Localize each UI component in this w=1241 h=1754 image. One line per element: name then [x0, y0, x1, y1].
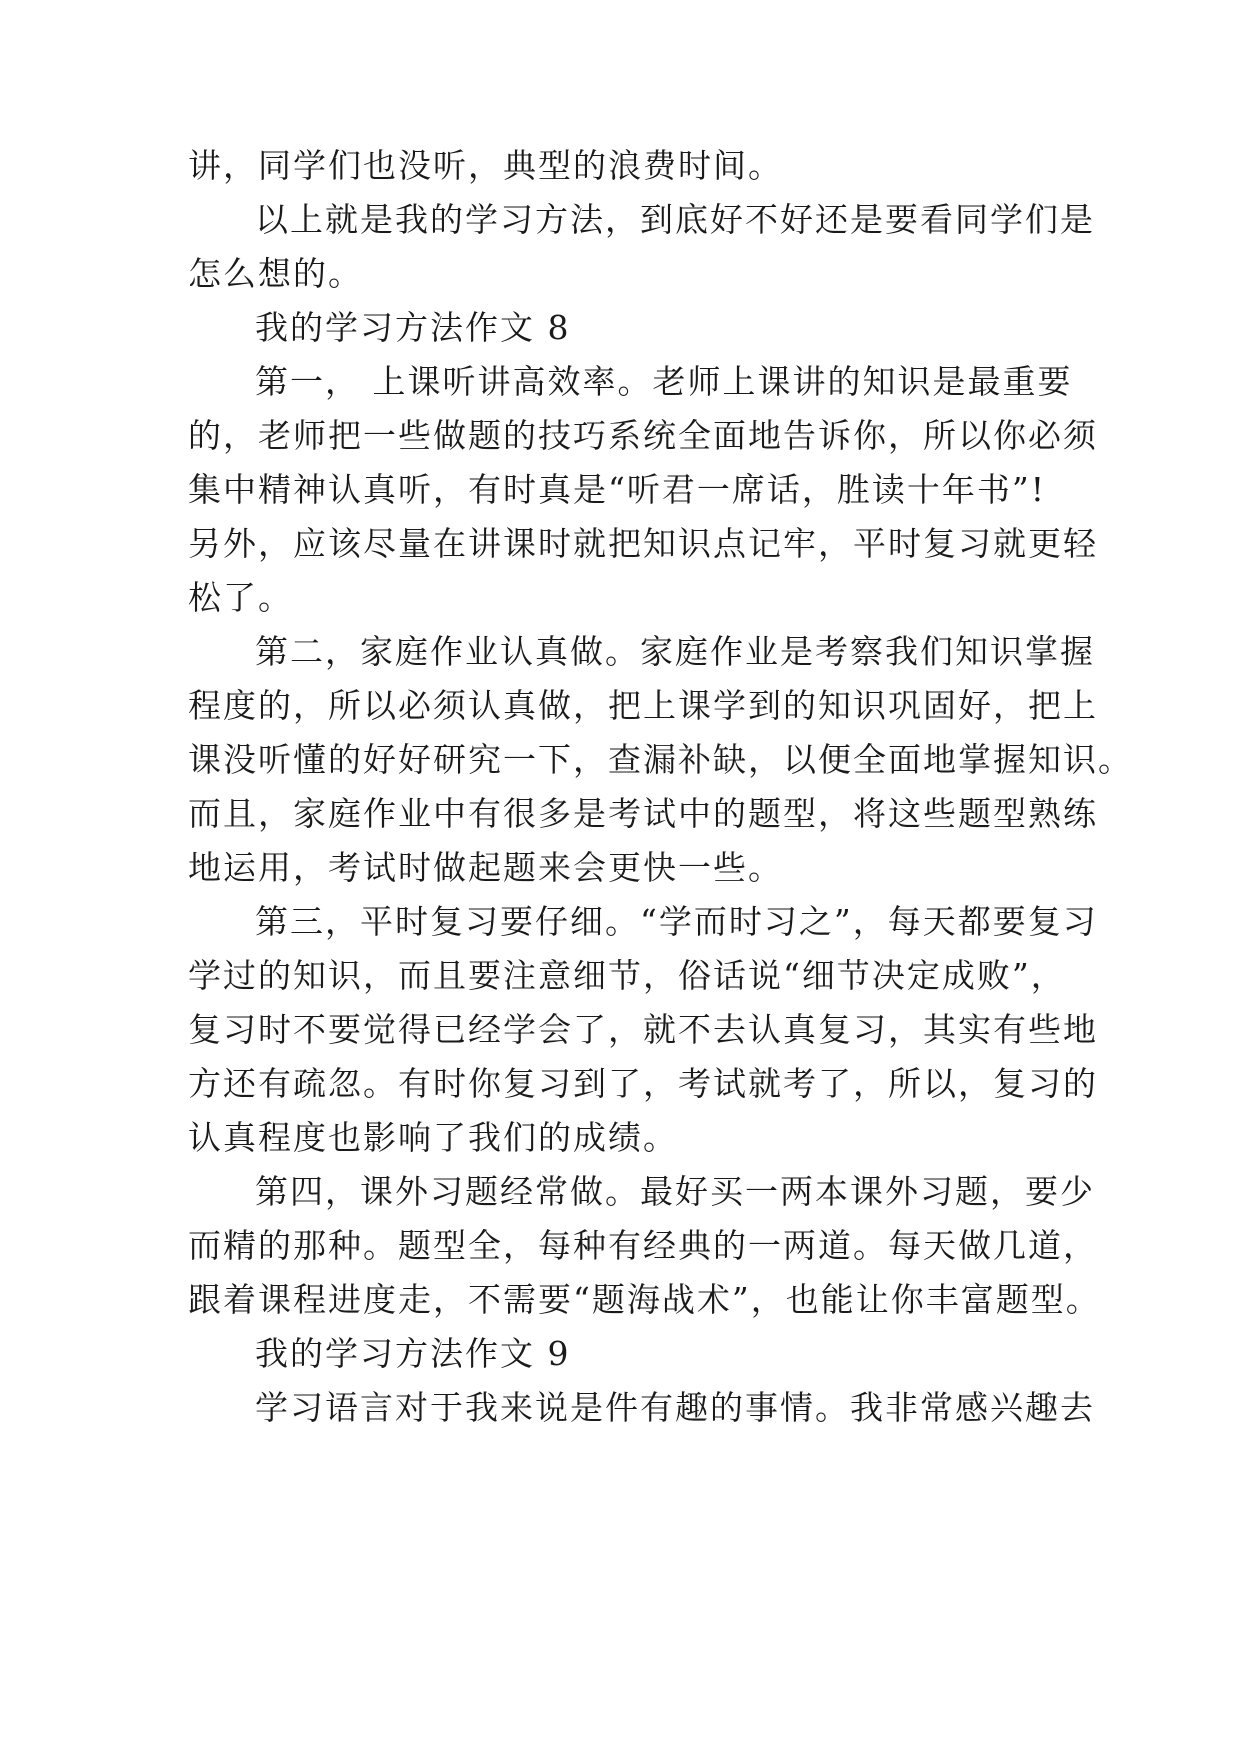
text-line: 的，老师把一些做题的技巧系统全面地告诉你，所以你必须	[188, 416, 1098, 455]
text-line: 讲，同学们也没听，典型的浪费时间。	[188, 146, 783, 185]
text-line: 学过的知识，而且要注意细节，俗话说“细节决定成败”，	[188, 956, 1066, 995]
text-line: 课没听懂的好好研究一下，查漏补缺，以便全面地掌握知识。	[188, 740, 1133, 779]
text-line: 方还有疏忽。有时你复习到了，考试就考了，所以，复习的	[188, 1064, 1098, 1103]
section-heading: 我的学习方法作文 9	[255, 1334, 571, 1373]
text-line: 学习语言对于我来说是件有趣的事情。我非常感兴趣去	[255, 1388, 1095, 1427]
text-line: 认真程度也影响了我们的成绩。	[188, 1118, 678, 1157]
text-line: 复习时不要觉得已经学会了，就不去认真复习，其实有些地	[188, 1010, 1098, 1049]
section-heading: 我的学习方法作文 8	[255, 308, 571, 347]
text-line: 集中精神认真听，有时真是“听君一席话，胜读十年书”!	[188, 470, 1047, 509]
text-line: 第二，家庭作业认真做。家庭作业是考察我们知识掌握	[255, 632, 1095, 671]
text-line: 跟着课程进度走，不需要“题海战术”，也能让你丰富题型。	[188, 1280, 1101, 1319]
text-line: 第一， 上课听讲高效率。老师上课讲的知识是最重要	[255, 362, 1073, 401]
text-line: 怎么想的。	[188, 254, 363, 293]
text-line: 而且，家庭作业中有很多是考试中的题型，将这些题型熟练	[188, 794, 1098, 833]
text-line: 第四，课外习题经常做。最好买一两本课外习题，要少	[255, 1172, 1095, 1211]
text-line: 松了。	[188, 578, 293, 617]
text-line: 第三，平时复习要仔细。“学而时习之”，每天都要复习	[255, 902, 1098, 941]
text-line: 而精的那种。题型全，每种有经典的一两道。每天做几道，	[188, 1226, 1098, 1265]
text-line: 程度的，所以必须认真做，把上课学到的知识巩固好，把上	[188, 686, 1098, 725]
text-line: 以上就是我的学习方法，到底好不好还是要看同学们是	[255, 200, 1095, 239]
text-line: 另外，应该尽量在讲课时就把知识点记牢，平时复习就更轻	[188, 524, 1098, 563]
text-line: 地运用，考试时做起题来会更快一些。	[188, 848, 783, 887]
